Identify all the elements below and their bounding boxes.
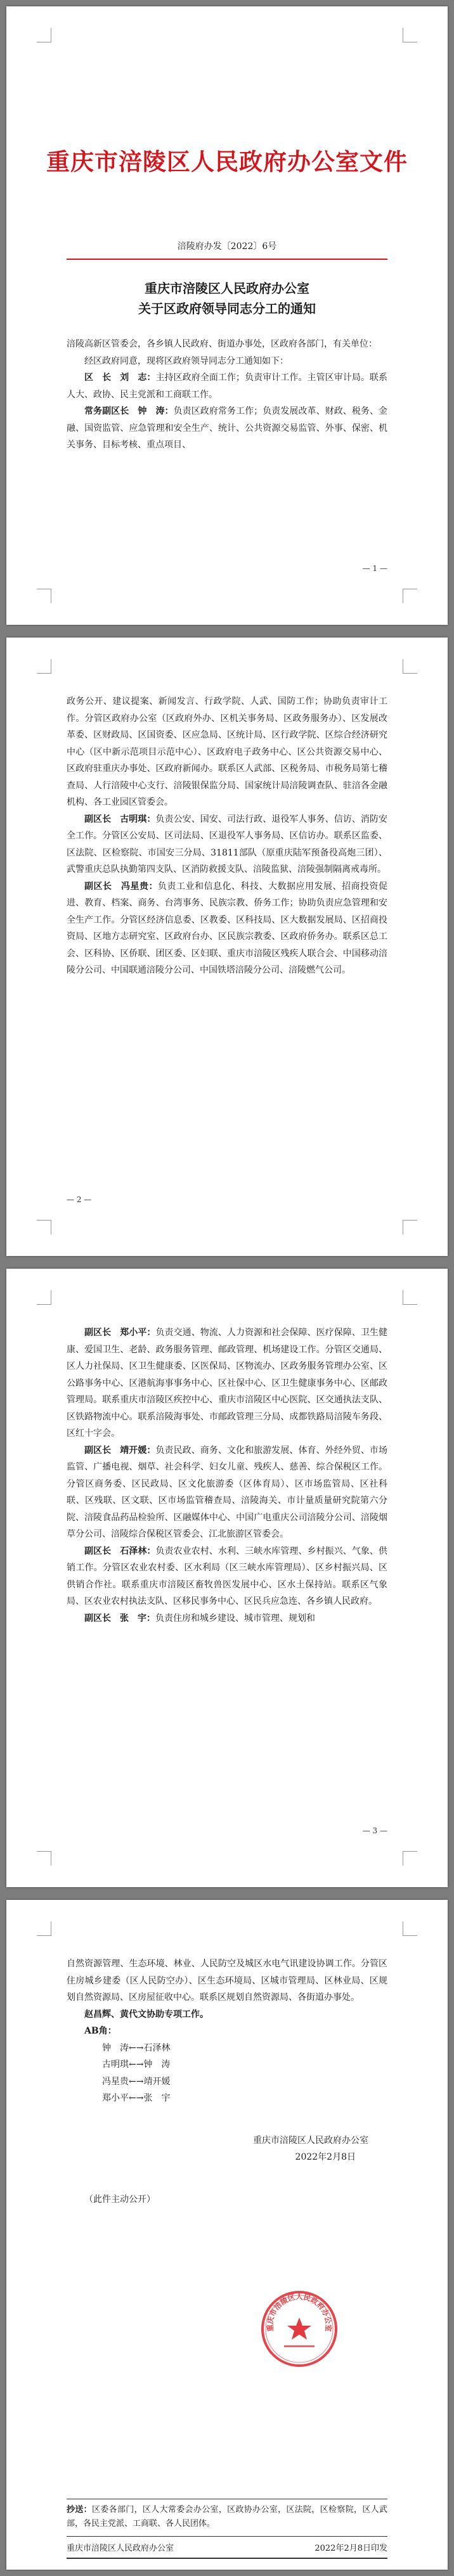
crop-mark <box>403 589 417 603</box>
page-2-body <box>67 693 387 979</box>
vice-mayor-1-duty <box>67 811 387 878</box>
ab-title: AB角： <box>84 2026 117 2036</box>
issuer-header: 重庆市涪陵区人民政府办公室文件 <box>46 148 408 176</box>
ab-pair: 冯星贵←→靖开媛 <box>102 2076 171 2087</box>
disclosure-note: （此件主动公开） <box>84 2194 155 2205</box>
vice-mayor-2-duty-text: 负责工业和信息化、科技、大数据应用发展、招商投资促进、教育、档案、商务、台湾事务、民族宗教、侨务工作；协助负责应急管理和安全生产工作。分管区经济信息委、区教委、区科技局、区大数据发展局、区招商投资局、区地方志研究室、区政府台办、区民族宗教委、区政府侨务办。联系区总工会、区科协、区侨联、团区委、区妇联、重庆市涪陵区残疾人联合会、中国移动涪陵分公司、中国联通涪陵分公司、中国铁塔涪陵分公司、涪陵燃气公司。 <box>67 881 387 975</box>
document-page-2 <box>6 638 448 1256</box>
crop-mark <box>37 1290 51 1305</box>
vice-mayor-3-role: 副区长 郑小平： <box>84 1328 156 1338</box>
vice-mayor-1-role: 副区长 古明琪： <box>84 814 156 824</box>
vice-mayor-6-duty-text: 负责住房和城乡建设、城市管理、规划和 <box>155 1613 315 1624</box>
vice-mayor-6-duty-continued: 自然资源管理、生态环境、林业、人民防空及城区水电气讯建设协调工作。分管区住房城乡建委（区人民防空办）、区生态环境局、区城市管理局、区林业局、区规划自然资源局、区房屋征收中心。联系区规划自然资源局、各街道办事处。 <box>67 1959 387 2002</box>
document-page-3 <box>6 1269 448 1887</box>
crop-mark <box>403 1220 417 1234</box>
vice-mayor-4-duty-text: 负责民政、商务、文化和旅游发展、体育、外经外贸、市场监管、广播电视、烟草、社会科学、妇女儿童、残疾人、慈善、综合保税区工作。分管区商务委、区民政局、区文化旅游委（区体育局）、区市场监管局、区社科联、区残联、区文联、区市场监管稽查局、涪陵海关、市计量质量研究院第六分院、涪陵食品药品检验所、区融媒体中心、中国广电重庆公司涪陵分公司、涪陵烟草分公司、涪陵综合保税区管委会、江北旅游区管委会。 <box>67 1445 387 1539</box>
footer-print-date: 2022年2月8日印发 <box>315 2544 387 2553</box>
crop-mark <box>403 1851 417 1866</box>
page-3-body <box>67 1324 387 1627</box>
vice-mayor-2-role: 副区长 冯星贵： <box>84 881 158 892</box>
document-page-4 <box>6 1900 448 2570</box>
footer-rule <box>67 2558 387 2559</box>
footer-office: 重庆市涪陵区人民政府办公室 <box>67 2544 174 2553</box>
exec-vice-duty-continued: 政务公开、建议提案、新闻发言、行政学院、人武、国防工作；协助负责审计工作。分管区政府办公室（区政府外办、区机关事务局、区政务服务办）、区发展改革委、区财政局、区国资委、区应急局、区统计局、区行政学院、区综合经济研究中心（区中新示范项目示范中心）、区政府电子政务中心、区公共资源交易中心、区政府驻重庆办事处、区政府新闻办。联系区人武部、区税务局、市税务局第七稽查局、人行涪陵中心支行、涪陵银保监分局、国家统计局涪陵调查队、驻涪各金融机构、各工业园区管委会。 <box>67 696 387 807</box>
page-1-body <box>67 336 387 454</box>
page-4-body <box>67 1956 387 2208</box>
vice-mayor-4-role: 副区长 靖开媛： <box>84 1445 156 1456</box>
page-number: — 1 — <box>362 564 387 573</box>
mayor-role: 区 长 刘 志： <box>84 373 156 383</box>
copy-to-block <box>67 2503 387 2531</box>
mayor-duty-text: 主持区政府全面工作；负责审计工作。主管区审计局。联系人大、政协、民主党派和工商联工作。 <box>67 373 387 400</box>
ab-pair: 郑小平←→张 宇 <box>102 2093 171 2103</box>
vice-mayor-5-duty-text: 负责农业农村、水利、三峡水库管理、乡村振兴、气象、供销工作。分管区农业农村委、区水利局（区三峡水库管理局）、区乡村振兴局、区供销合作社。联系重庆市涪陵区畜牧兽医发展中心、区水土保持站。联系区气象局、区农业农村执法支队、区移民事务中心、区民兵应急连、各乡镇人民政府。 <box>67 1546 387 1606</box>
copy-to <box>67 2503 387 2531</box>
exec-vice-duty-text: 负责区政府常务工作；负责发展改革、财政、税务、金融、国资监管、应急管理和安全生产、统计、公共资源交易监管、外事、保密、机关事务、目标考核、重点项目、 <box>67 406 388 450</box>
ab-pair: 古明琪←→钟 涛 <box>102 2060 171 2070</box>
crop-mark <box>403 659 417 674</box>
copy-to-bottom-rule <box>67 2536 387 2537</box>
crop-mark <box>37 1220 51 1234</box>
vice-mayor-1-duty-text: 负责公安、国安、司法行政、退役军人事务、信访、消防安全工作。分管区公安局、区司法局、区退役军人事务局、区信访办。联系区监委、区法院、区检察院、市国安三分局、31811部队（原重庆陆军预备役高炮三团）、武警重庆总队执勤第四支队、区消防救援支队、涪陵监狱、涪陵强制隔离戒毒所。 <box>67 814 387 875</box>
crop-mark <box>37 28 51 42</box>
document-page-1 <box>6 6 448 625</box>
page-number: — 2 — <box>67 1195 92 1204</box>
vice-mayor-3-duty <box>67 1324 387 1442</box>
crop-mark <box>37 1921 51 1936</box>
crop-mark <box>37 659 51 674</box>
copy-to-label: 抄送： <box>67 2505 92 2515</box>
vice-mayor-6-duty <box>67 1610 387 1627</box>
vice-mayor-5-role: 副区长 石泽林： <box>84 1546 156 1556</box>
vice-mayor-5-duty <box>67 1543 387 1610</box>
notice-title-line-2: 关于区政府领导同志分工的通知 <box>138 301 316 316</box>
crop-mark <box>37 589 51 603</box>
ab-pair: 钟 涛←→石泽林 <box>102 2042 171 2053</box>
addressee: 涪陵高新区管委会，各乡镇人民政府、街道办事处，区政府各部门，有关单位： <box>67 339 377 349</box>
vice-mayor-4-duty <box>67 1442 387 1543</box>
mayor-duty <box>67 369 387 403</box>
page-number: — 3 — <box>362 1826 387 1835</box>
crop-mark <box>403 1921 417 1936</box>
notice-title-line-1: 重庆市涪陵区人民政府办公室 <box>145 281 309 296</box>
exec-vice-duty <box>67 403 387 454</box>
vice-mayor-6-role: 副区长 张 宇： <box>84 1613 155 1624</box>
crop-mark <box>403 28 417 42</box>
intro: 经区政府同意，现将区政府领导同志分工通知如下： <box>84 356 289 366</box>
sign-date: 2022年2月8日 <box>295 2152 356 2162</box>
signer: 重庆市涪陵区人民政府办公室 <box>253 2135 368 2146</box>
svg-text:重庆市涪陵区人民政府办公室: 重庆市涪陵区人民政府办公室 <box>265 2292 334 2332</box>
red-separator-line <box>67 259 387 260</box>
document-number: 涪陵府办发〔2022〕6号 <box>177 241 277 252</box>
crop-mark <box>403 1290 417 1305</box>
copy-to-text: 区委各部门，区人大常委会办公室，区政协办公室，区法院，区检察院，区人武部，各民主党派、工商联、各人民团体。 <box>67 2505 387 2528</box>
vice-mayor-2-duty <box>67 878 387 979</box>
vice-mayor-3-duty-text: 负责交通、物流、人力资源和社会保障、医疗保障、卫生健康、爱国卫生、老龄、政务服务管理、邮政管理、机场建设工作。分管区交通局、区人力社保局、区卫生健康委、区医保局、区物流办、区政务服务管理办公室、区公路事务中心、区港航海事事务中心、区社保中心、区卫生健康事务中心、区邮政管理局。联系重庆市涪陵区疾控中心、重庆市涪陵区中心医院、区交通执法支队、区铁路物流中心。联系涪陵海事处、市邮政管理三分局、成都铁路局涪陵车务段、区红十字会。 <box>67 1328 387 1439</box>
official-seal-stamp <box>260 2290 339 2368</box>
exec-vice-role: 常务副区长 钟 涛： <box>84 406 174 416</box>
crop-mark <box>37 1851 51 1866</box>
assist-note: 赵昌辉、黄代文协助专项工作。 <box>84 2009 209 2020</box>
